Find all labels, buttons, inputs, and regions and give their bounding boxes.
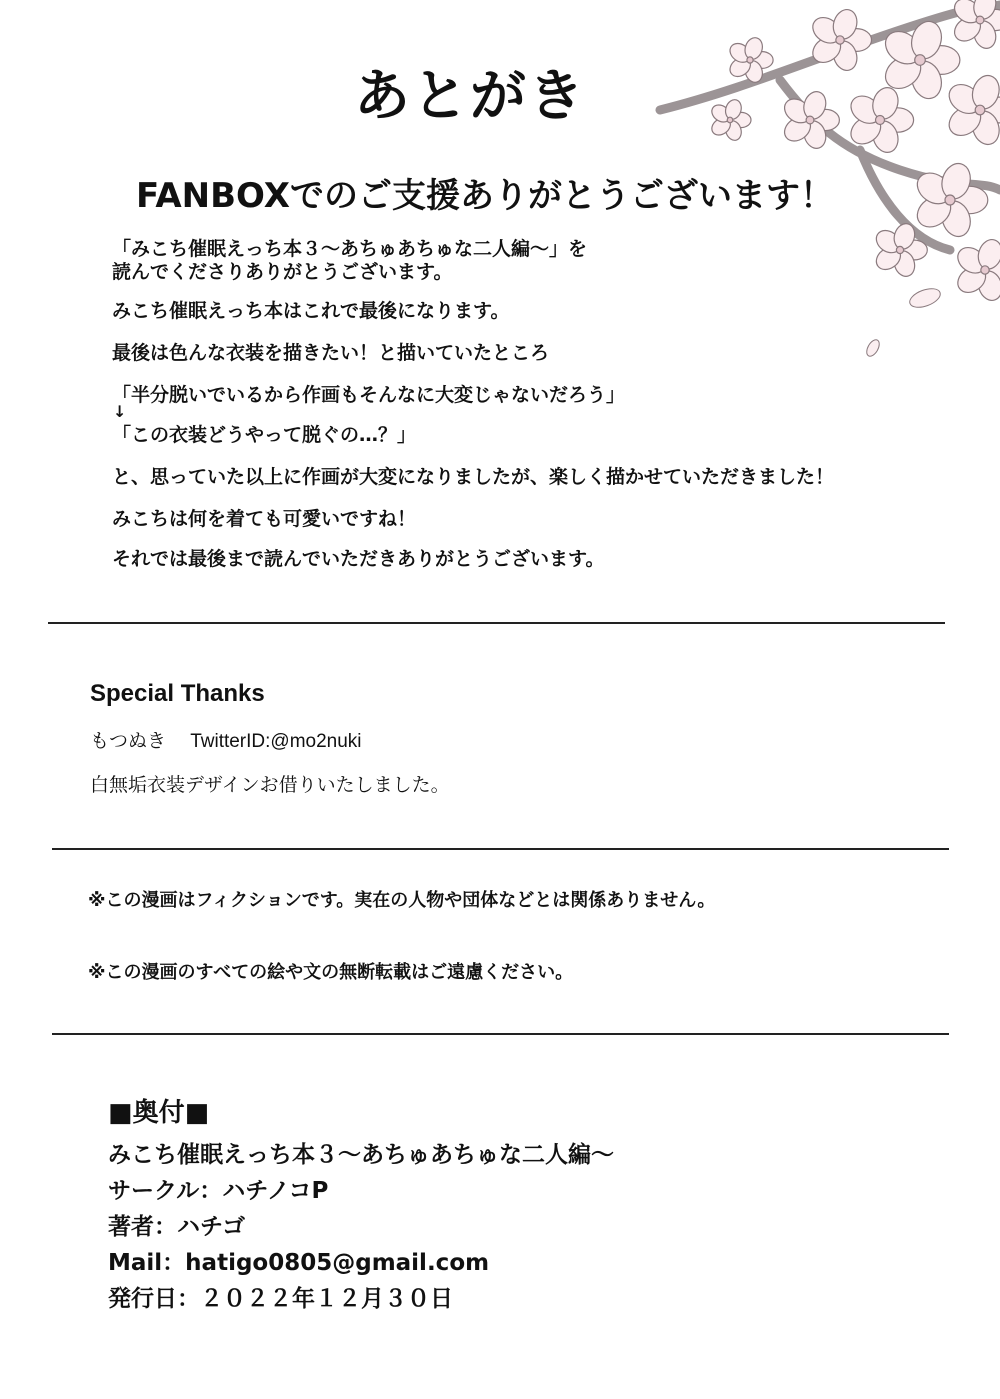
fiction-notice: ※この漫画はフィクションです。実在の人物や団体などとは関係ありません。 [88,890,716,911]
divider [48,622,945,624]
reprint-notice: ※この漫画のすべての絵や文の無断転載はご遠慮ください。 [88,962,574,983]
cherry-blossom-icon [953,237,1000,304]
divider [52,848,949,850]
thanks-twitter: TwitterID:@mo2nuki [190,731,362,752]
message-line: 読んでくださりありがとうございます。 [112,261,453,283]
thanks-credit [90,726,362,753]
message-line: 最後は色んな衣装を描きたい！と描いていたところ [112,342,550,364]
message-line: みこちは何を着ても可愛いですね！ [112,508,417,530]
colophon-author: 著者：ハチゴ [108,1214,246,1240]
cherry-blossom-icon [944,72,1000,148]
page-title: あとがき [354,64,586,129]
thanks-subtitle: FANBOXでのご支援ありがとうございます！ [136,176,834,216]
thanks-note: 白無垢衣装デザインお借りいたしました。 [90,774,450,796]
colophon-date: 発行日：２０２２年１２月３０日 [108,1286,453,1312]
petal-icon [864,285,943,358]
message-line: みこち催眠えっち本はこれで最後になります。 [112,300,510,322]
colophon-book-title: みこち催眠えっち本３～あちゅあちゅな二人編～ [108,1142,614,1168]
colophon-heading: ■奥付■ [108,1098,210,1128]
message-line: 「半分脱いでいるから作画もそんなに大変じゃないだろう」 [112,384,626,406]
colophon-circle: サークル：ハチノコP [108,1178,329,1204]
message-line: 「みこち催眠えっち本３～あちゅあちゅな二人編～」を [112,238,588,260]
message-line: それでは最後まで読んでいただきありがとうございます。 [112,548,605,570]
down-arrow-icon: ↓ [113,402,127,421]
message-line: 「この衣装どうやって脱ぐの…？」 [112,424,417,446]
cherry-blossom-icon [950,0,1000,51]
message-line: と、思っていた以上に作画が大変になりましたが、楽しく描かせていただきました！ [112,466,835,488]
divider [52,1033,949,1035]
special-thanks-heading: Special Thanks [90,680,265,707]
colophon-mail: Mail：hatigo0805@gmail.com [108,1250,490,1276]
thanks-name: もつぬき [90,730,167,752]
